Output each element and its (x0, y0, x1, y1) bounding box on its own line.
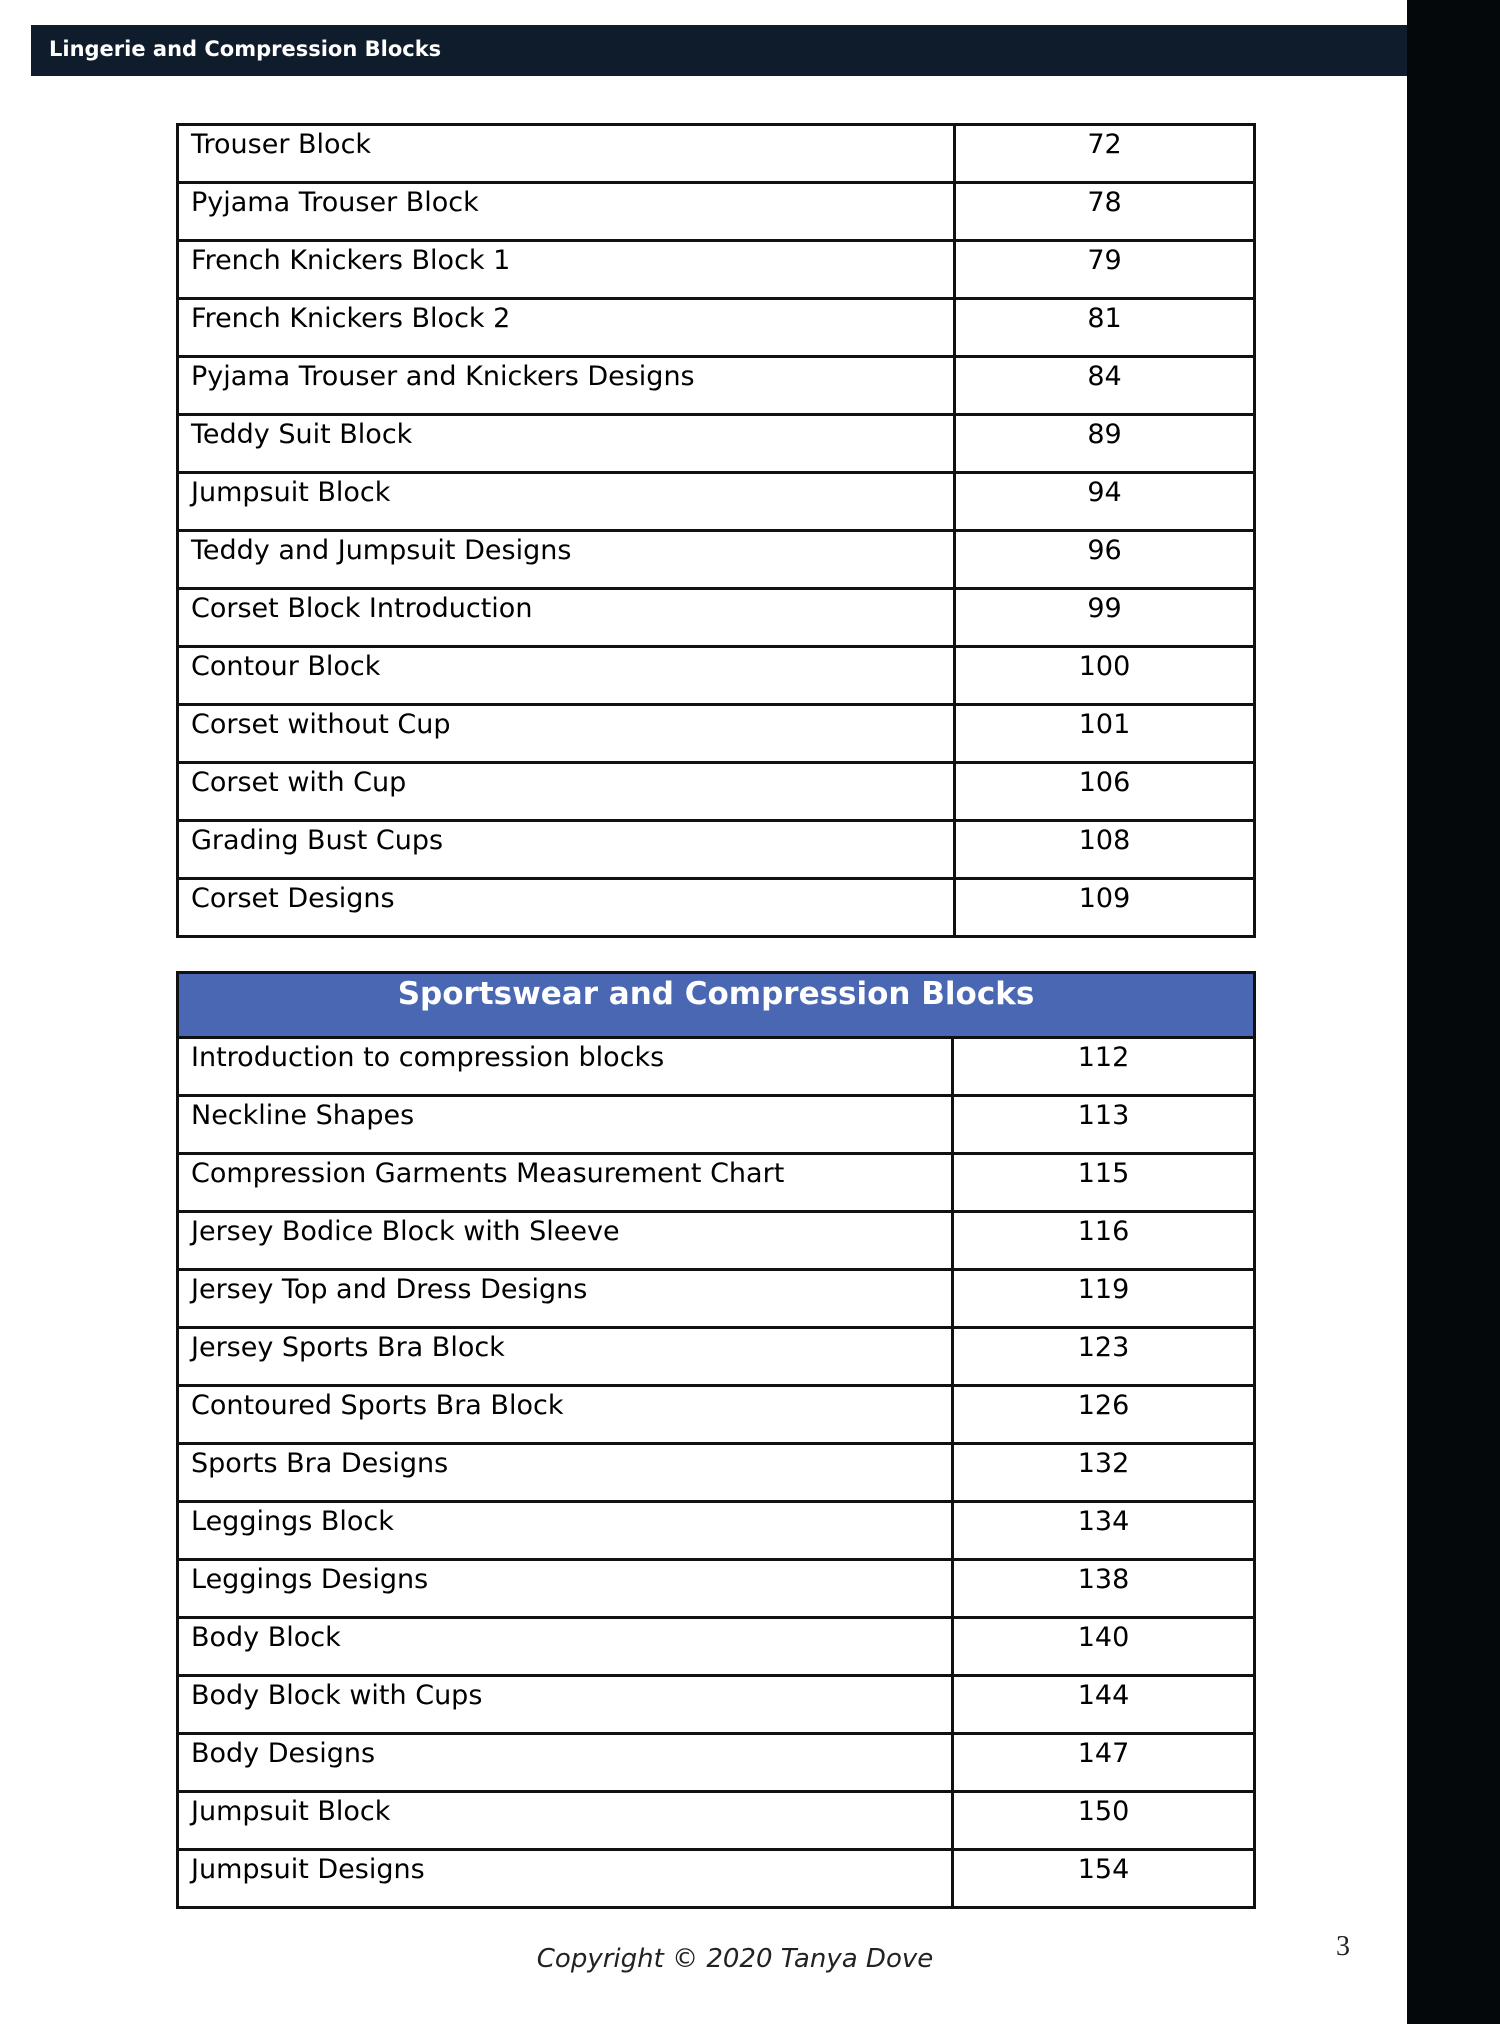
toc-row (178, 1386, 1255, 1444)
toc-entry-page: 112 (953, 1038, 1255, 1096)
toc-row (178, 125, 1255, 183)
toc-entry-page: 154 (953, 1850, 1255, 1908)
toc-entry-page: 108 (955, 821, 1255, 879)
toc-entry-page: 147 (953, 1734, 1255, 1792)
toc-entry-title: Body Block (178, 1618, 953, 1676)
page-number: 3 (1336, 1931, 1350, 1962)
copyright-notice: Copyright © 2020 Tanya Dove (536, 1944, 934, 1974)
toc-entry-page: 100 (955, 647, 1255, 705)
toc-row (178, 1038, 1255, 1096)
toc-entry-page: 138 (953, 1560, 1255, 1618)
toc-entry-page: 123 (953, 1328, 1255, 1386)
toc-entry-page: 84 (955, 357, 1255, 415)
lingerie-toc-body (178, 125, 1255, 937)
toc-row (178, 183, 1255, 241)
section-heading-row (178, 973, 1255, 1038)
section-heading: Sportswear and Compression Blocks (178, 973, 1255, 1038)
toc-entry-title: Contour Block (178, 647, 955, 705)
toc-row (178, 415, 1255, 473)
toc-entry-title: Pyjama Trouser Block (178, 183, 955, 241)
toc-row (178, 821, 1255, 879)
toc-entry-title: Corset with Cup (178, 763, 955, 821)
sportswear-toc-body (178, 973, 1255, 1908)
toc-row (178, 1270, 1255, 1328)
running-header-title: Lingerie and Compression Blocks (49, 37, 442, 61)
toc-entry-page: 134 (953, 1502, 1255, 1560)
toc-row (178, 357, 1255, 415)
toc-entry-page: 113 (953, 1096, 1255, 1154)
toc-entry-page: 144 (953, 1676, 1255, 1734)
toc-entry-page: 99 (955, 589, 1255, 647)
toc-entry-title: Leggings Designs (178, 1560, 953, 1618)
toc-entry-page: 150 (953, 1792, 1255, 1850)
toc-row (178, 1734, 1255, 1792)
toc-row (178, 531, 1255, 589)
toc-entry-title: Jersey Top and Dress Designs (178, 1270, 953, 1328)
toc-entry-page: 119 (953, 1270, 1255, 1328)
toc-row (178, 1096, 1255, 1154)
toc-entry-title: Introduction to compression blocks (178, 1038, 953, 1096)
toc-entry-page: 116 (953, 1212, 1255, 1270)
toc-entry-page: 132 (953, 1444, 1255, 1502)
toc-entry-title: Neckline Shapes (178, 1096, 953, 1154)
toc-entry-page: 126 (953, 1386, 1255, 1444)
sportswear-toc-table (176, 971, 1256, 1909)
toc-entry-page: 101 (955, 705, 1255, 763)
toc-entry-title: Jumpsuit Block (178, 1792, 953, 1850)
toc-row (178, 1502, 1255, 1560)
toc-entry-page: 79 (955, 241, 1255, 299)
toc-entry-title: Leggings Block (178, 1502, 953, 1560)
toc-row (178, 1850, 1255, 1908)
toc-entry-title: Body Block with Cups (178, 1676, 953, 1734)
toc-entry-title: Teddy Suit Block (178, 415, 955, 473)
lingerie-toc-table (176, 123, 1256, 938)
toc-entry-page: 115 (953, 1154, 1255, 1212)
toc-entry-title: Corset Block Introduction (178, 589, 955, 647)
toc-entry-title: Jumpsuit Designs (178, 1850, 953, 1908)
toc-row (178, 1618, 1255, 1676)
toc-entry-title: Trouser Block (178, 125, 955, 183)
toc-entry-title: Contoured Sports Bra Block (178, 1386, 953, 1444)
right-edge-bar (1407, 0, 1500, 2024)
toc-row (178, 705, 1255, 763)
toc-entry-title: Jumpsuit Block (178, 473, 955, 531)
toc-entry-title: Compression Garments Measurement Chart (178, 1154, 953, 1212)
toc-entry-title: Sports Bra Designs (178, 1444, 953, 1502)
toc-row (178, 589, 1255, 647)
toc-entry-page: 89 (955, 415, 1255, 473)
toc-entry-page: 81 (955, 299, 1255, 357)
toc-entry-title: French Knickers Block 1 (178, 241, 955, 299)
toc-entry-title: Teddy and Jumpsuit Designs (178, 531, 955, 589)
toc-entry-title: Pyjama Trouser and Knickers Designs (178, 357, 955, 415)
toc-entry-page: 72 (955, 125, 1255, 183)
toc-row (178, 1560, 1255, 1618)
toc-row (178, 1444, 1255, 1502)
toc-entry-title: Jersey Sports Bra Block (178, 1328, 953, 1386)
toc-entry-page: 140 (953, 1618, 1255, 1676)
toc-entry-title: Body Designs (178, 1734, 953, 1792)
toc-row (178, 647, 1255, 705)
toc-entry-title: Grading Bust Cups (178, 821, 955, 879)
toc-row (178, 1676, 1255, 1734)
toc-entry-title: Corset without Cup (178, 705, 955, 763)
toc-entry-page: 94 (955, 473, 1255, 531)
toc-row (178, 1154, 1255, 1212)
toc-entry-page: 78 (955, 183, 1255, 241)
toc-row (178, 299, 1255, 357)
toc-entry-title: Jersey Bodice Block with Sleeve (178, 1212, 953, 1270)
toc-row (178, 473, 1255, 531)
toc-entry-title: Corset Designs (178, 879, 955, 937)
toc-row (178, 879, 1255, 937)
toc-entry-page: 109 (955, 879, 1255, 937)
toc-entry-page: 106 (955, 763, 1255, 821)
toc-row (178, 1328, 1255, 1386)
toc-row (178, 1212, 1255, 1270)
toc-entry-page: 96 (955, 531, 1255, 589)
toc-row (178, 1792, 1255, 1850)
toc-entry-title: French Knickers Block 2 (178, 299, 955, 357)
toc-row (178, 763, 1255, 821)
toc-row (178, 241, 1255, 299)
